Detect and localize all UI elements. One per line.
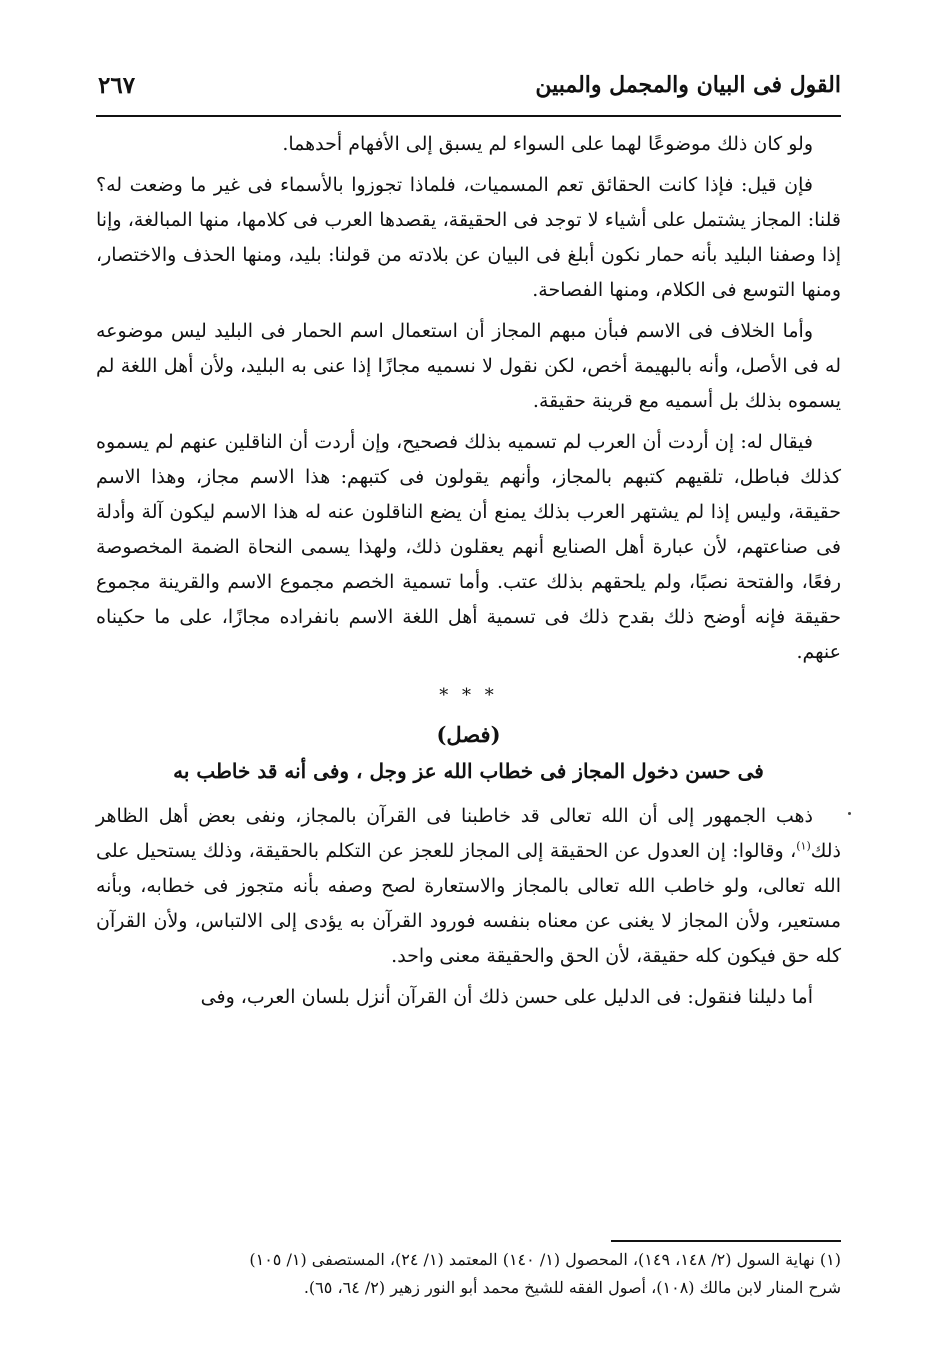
section-separator: * * * (439, 685, 498, 706)
paragraph: فيقال له: إن أردت أن العرب لم تسميه بذلك فصحيح، وإن أردت أن الناقلين عنهم لم يسموه كذلك فباطل، تلقيهم كتبهم بالمجاز، وأنهم يقولون فى كتبهم: هذا الاسم مجاز، وهذا الاسم حقيقة، وليس إذا لم يشتهر العرب بذلك يمنع أن يضع الناقلون عنه له هذا الاسم ليكون آلة وأدلة فى صناعتهم، لأن عبارة أهل الصنايع أنهم يعقلون ذلك، ولهذا يسمى النحاة الضمة المخصوصة رفعًا، والفتحة نصبًا، ولم يلحقهم بذلك عتب. وأما تسمية الخصم مجموع الاسم والقرينة مجموع حقيقة فإنه أوضح ذلك بقدح ذلك فى تسمية أهل اللغة الاسم بانفراده مجازًا، على ما حكيناه عنهم. (96, 431, 841, 663)
running-title: القول فى البيان والمجمل والمبين (535, 72, 841, 98)
paragraph: فإن قيل: فإذا كانت الحقائق تعم المسميات، فلماذا تجوزوا بالأسماء فى غير ما وضعت له؟ قلنا: المجاز يشتمل على أشياء لا توجد فى الحقيقة، يقصدها العرب فى كلامها، منها المبالغة، وإنا إذا وصفنا البليد بأنه حمار نكون أبلغ فى البيان عن بلادته من قولنا: بليد، ومنها الحذف والاختصار، ومنها التوسع فى الكلام، ومنها الفصاحة. (96, 174, 841, 301)
footnote-marker: (١) (796, 839, 811, 853)
paragraph-text: ذهب الجمهور إلى أن الله تعالى قد خاطبنا فى القرآن بالمجاز، ونفى بعض أهل الظاهر ذلك (96, 805, 841, 862)
running-header (96, 70, 841, 110)
footnote-rule (611, 1240, 841, 1242)
paragraph (96, 799, 841, 974)
book-page (96, 70, 841, 1320)
footnote-line: شرح المنار لابن مالك (١٠٨)، أصول الفقه للشيخ محمد أبو النور زهير (٢/ ٦٤، ٦٥). (303, 1278, 841, 1297)
paragraph: ولو كان ذلك موضوعًا لهما على السواء لم يسبق إلى الأفهام أحدهما. (282, 133, 813, 155)
header-rule (96, 115, 841, 117)
footnotes (96, 1240, 841, 1302)
scan-speck (848, 812, 851, 815)
page-number: ٢٦٧ (98, 72, 136, 99)
section-subtitle: فى حسن دخول المجاز فى خطاب الله عز وجل ، وفى أنه قد خاطب به (173, 759, 764, 783)
footnote-line: (١) نهاية السول (٢/ ١٤٨، ١٤٩)، المحصول (١/ ١٤٠) المعتمد (١/ ٢٤)، المستصفى (١/ ١٠٥) (249, 1250, 841, 1269)
section-title: (فصل) (436, 722, 501, 747)
paragraph: وأما الخلاف فى الاسم فبأن مبهم المجاز أن استعمال اسم الحمار فى البليد ليس موضوعه له فى الأصل، وأنه بالبهيمة أخص، لكن نقول لا نسميه مجازًا إذا عنى به البليد، ولأن أهل اللغة لم يسموه بذلك بل أسميه مع قرينة حقيقة. (96, 320, 841, 412)
paragraph-text: ، وقالوا: إن العدول عن الحقيقة إلى المجاز للعجز عن التكلم بالحقيقة، وذلك يستحيل على الله تعالى، ولو خاطب الله تعالى بالمجاز والاستعارة لصح وصفه بأنه متجوز فى خطابه، وبأنه مستعير، ولأن المجاز لا يغنى عن معناه بنفسه فورود القرآن به يؤدى إلى الالتباس، ولأن القرآن كله حق فيكون كله حقيقة، لأن الحق والحقيقة معنى واحد. (96, 840, 841, 967)
paragraph: أما دليلنا فنقول: فى الدليل على حسن ذلك أن القرآن أنزل بلسان العرب، وفى (200, 986, 813, 1008)
body-text (96, 127, 841, 1021)
